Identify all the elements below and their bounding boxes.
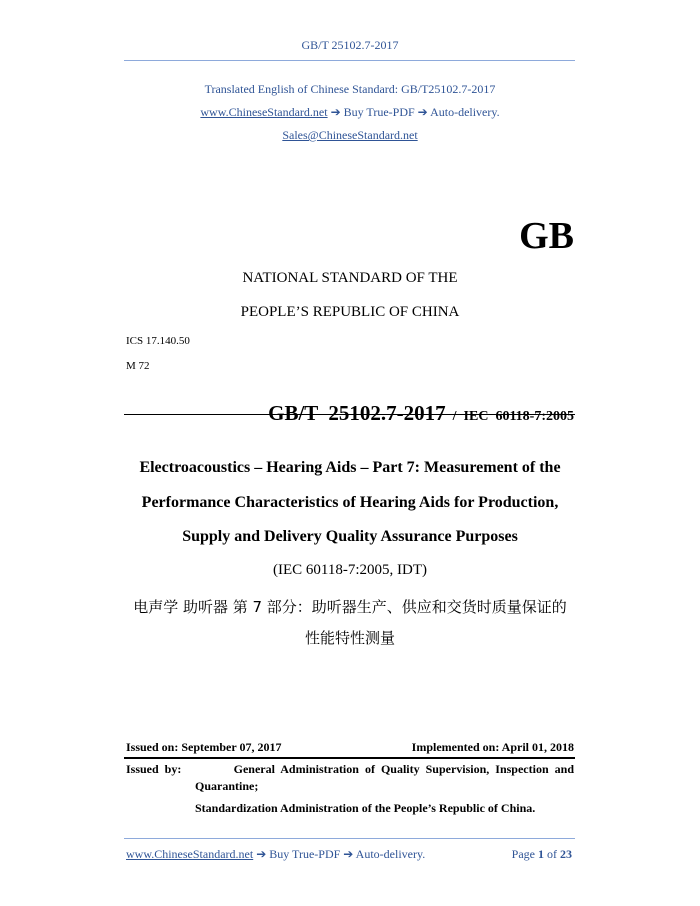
page-total: 23 (560, 847, 572, 861)
ics-code: ICS 17.140.50 (126, 335, 190, 347)
issuer-org1-line2: Quarantine; (195, 779, 259, 793)
footer-links (126, 847, 425, 862)
translation-links (0, 105, 700, 120)
national-standard-line1: NATIONAL STANDARD OF THE (242, 270, 458, 286)
title-cn-line2: 性能特性测量 (304, 629, 395, 647)
standard-number-main: GB/T 25102.7-2017 (268, 401, 446, 425)
buy-text: ➔ Buy True-PDF ➔ Auto-delivery. (327, 105, 500, 119)
number-rule (124, 414, 575, 415)
standard-number (260, 383, 574, 426)
issued-by-label: Issued by: (126, 762, 182, 776)
header-rule (124, 60, 575, 61)
title-en-line1: Electroacoustics – Hearing Aids – Part 7: Measurement of the (139, 459, 561, 476)
site-link[interactable]: www.ChineseStandard.net (200, 105, 328, 119)
title-cn-line1: 电声学 助听器 第 7 部分：助听器生产、供应和交货时质量保证的 (133, 598, 567, 616)
footer-site-link[interactable]: www.ChineseStandard.net (126, 847, 254, 861)
equivalence-note: (IEC 60118-7:2005, IDT) (273, 562, 427, 578)
implemented-date: Implemented on: April 01, 2018 (411, 740, 574, 754)
title-en-line3: Supply and Delivery Quality Assurance Purposes (182, 528, 518, 545)
email-link[interactable]: Sales@ChineseStandard.net (282, 128, 418, 142)
standard-number-equiv: / IEC 60118-7:2005 (452, 409, 574, 424)
page-label: Page (511, 847, 535, 861)
page-indicator (512, 847, 572, 862)
title-en-line2: Performance Characteristics of Hearing Aids for Production, (141, 494, 559, 511)
dates-rule (124, 757, 575, 759)
page-current: 1 (538, 847, 544, 861)
issued-date: Issued on: September 07, 2017 (126, 740, 282, 754)
ccs-code: M 72 (126, 360, 150, 372)
issuer-org2: Standardization Administration of the People’s Republic of China. (195, 801, 536, 815)
translation-note: Translated English of Chinese Standard: GB/T25102.7-2017 (204, 82, 496, 96)
page-of: of (547, 847, 557, 861)
footer-rule (124, 838, 575, 839)
email-row (0, 128, 700, 143)
header-doc-code: GB/T 25102.7-2017 (301, 38, 399, 52)
gb-mark: GB (519, 215, 574, 257)
issuer-org1-line1: General Administration of Quality Supervision, Inspection and (233, 762, 574, 776)
national-standard-line2: PEOPLE’S REPUBLIC OF CHINA (240, 304, 460, 320)
footer-buy-text: ➔ Buy True-PDF ➔ Auto-delivery. (253, 847, 426, 861)
